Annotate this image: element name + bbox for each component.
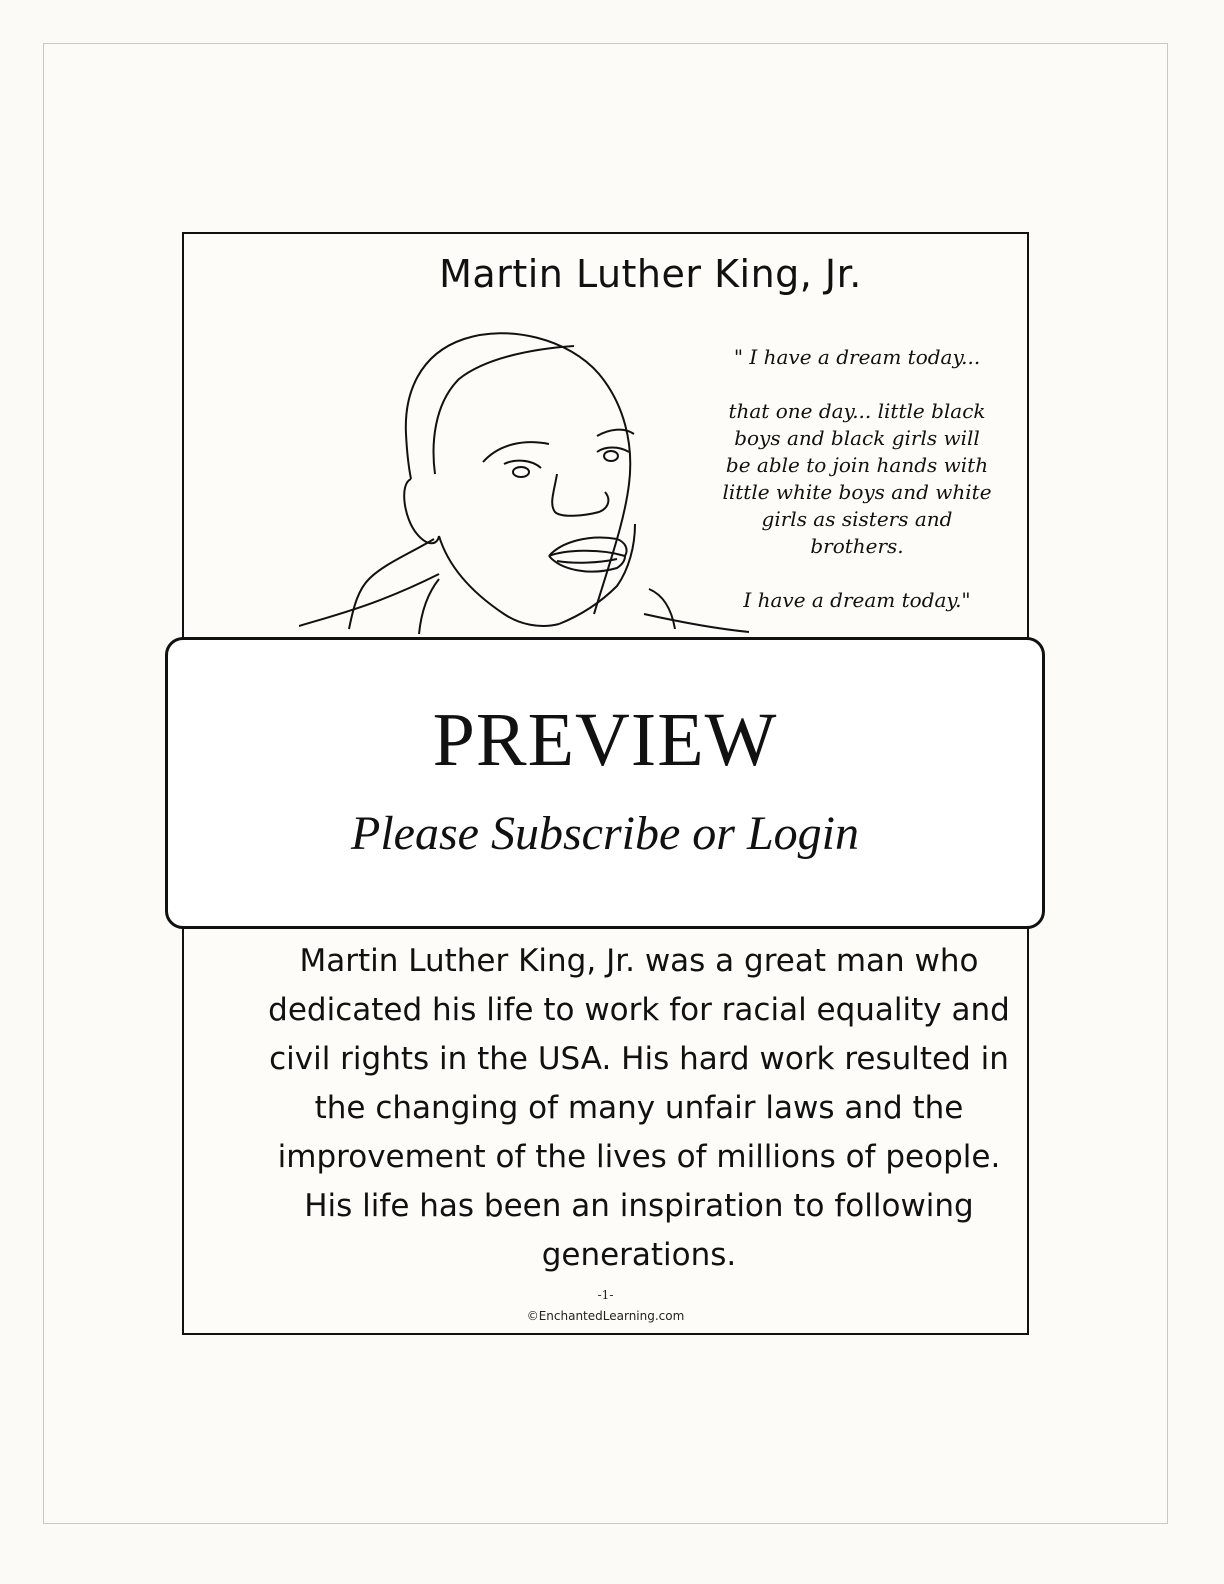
quote-line-2: that one day... little black boys and black girls will be able to join hands with little white boys and white girls as sisters and brothers. xyxy=(722,399,992,558)
worksheet-title: Martin Luther King, Jr. xyxy=(439,252,862,296)
mlk-portrait-drawing xyxy=(299,324,759,644)
subscribe-login-prompt[interactable]: Please Subscribe or Login xyxy=(351,807,859,860)
preview-overlay[interactable] xyxy=(165,637,1045,929)
preview-title: PREVIEW xyxy=(432,698,778,782)
quote-line-3: I have a dream today." xyxy=(743,588,971,612)
page-number: -1- xyxy=(597,1288,614,1302)
dream-quote xyxy=(722,344,992,614)
copyright-notice: ©EnchantedLearning.com xyxy=(526,1309,685,1323)
quote-line-1: " I have a dream today... xyxy=(733,345,981,369)
biography-text: Martin Luther King, Jr. was a great man who dedicated his life to work for racial equality and civil rights in the USA. His hard work resulted in the changing of many unfair laws and the improvement of the lives of millions of people. His life has been an inspiration to following generations. xyxy=(268,943,1010,1273)
